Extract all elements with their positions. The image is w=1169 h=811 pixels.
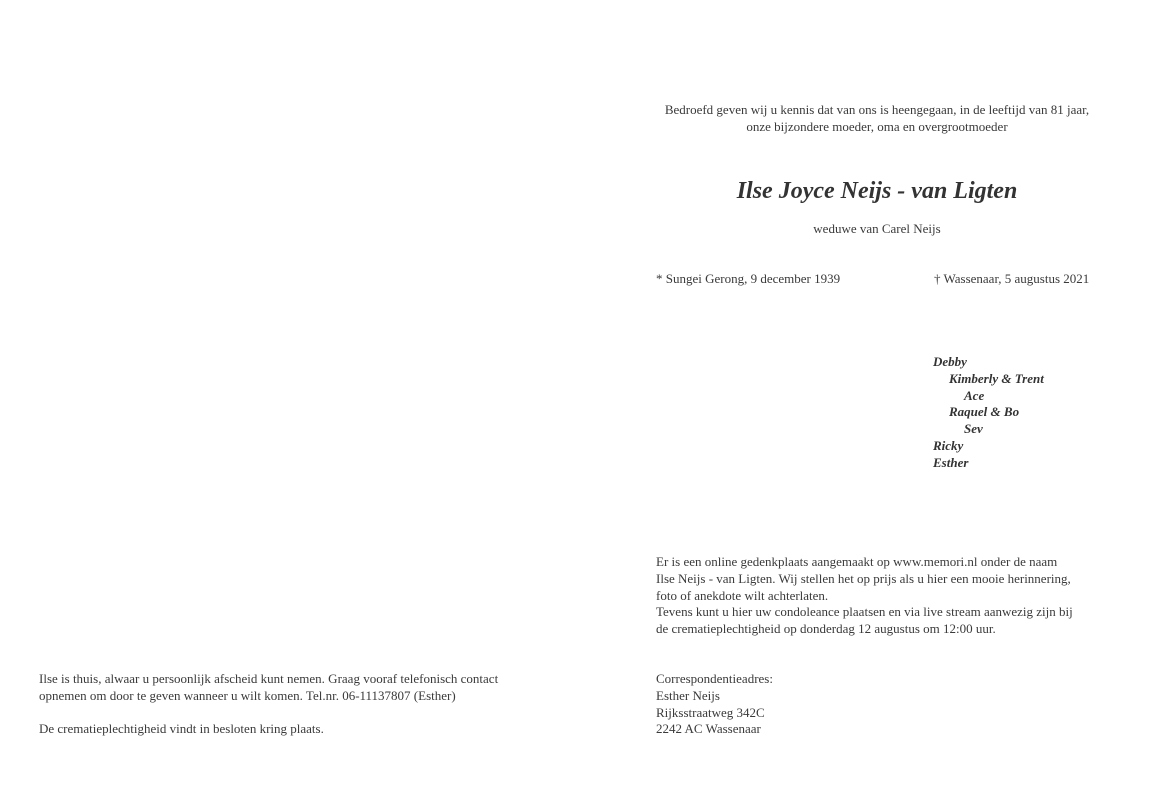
online-memorial-text [656, 554, 1116, 638]
online-line: de crematieplechtigheid op donderdag 12 augustus om 12:00 uur. [656, 621, 996, 637]
correspondence-address [656, 671, 773, 738]
family-member: Debby [933, 354, 967, 369]
home-visit-note [39, 671, 559, 705]
home-note-line: Ilse is thuis, alwaar u persoonlijk afscheid kunt nemen. Graag vooraf telefonisch contact [39, 671, 499, 686]
online-line: Tevens kunt u hier uw condoleance plaatsen en via live stream aanwezig zijn bij [656, 604, 1073, 620]
intro-line: Bedroefd geven wij u kennis dat van ons is heengegaan, in de leeftijd van 81 jaar, [664, 102, 1090, 117]
online-line: Er is een online gedenkplaats aangemaakt op www.memori.nl onder de naam [656, 554, 1058, 569]
announcement-intro [640, 102, 1114, 136]
address-line: 2242 AC Wassenaar [656, 721, 761, 737]
family-member: Sev [964, 421, 983, 437]
family-member: Kimberly & Trent [949, 370, 1044, 386]
address-line: Rijksstraatweg 342C [656, 704, 765, 720]
deceased-name: Ilse Joyce Neijs - van Ligten [736, 178, 1018, 204]
family-list [933, 354, 1044, 472]
intro-line: onze bijzondere moeder, oma en overgrootmoeder [746, 118, 1008, 134]
online-line: foto of anekdote wilt achterlaten. [656, 587, 829, 603]
death-info: † Wassenaar, 5 augustus 2021 [934, 271, 1090, 286]
widow-of-text: weduwe van Carel Neijs [813, 221, 941, 236]
home-note-line: opnemen om door te geven wanneer u wilt komen. Tel.nr. 06-11137807 (Esther) [39, 687, 456, 703]
family-member: Raquel & Bo [949, 404, 1020, 420]
family-member: Esther [933, 454, 969, 470]
address-line: Esther Neijs [656, 687, 720, 703]
cremation-note: De crematieplechtigheid vindt in besloten kring plaats. [39, 721, 324, 736]
family-member: Ricky [933, 437, 964, 453]
family-member: Ace [964, 387, 985, 403]
correspondence-label: Correspondentieadres: [656, 671, 773, 686]
online-line: Ilse Neijs - van Ligten. Wij stellen het op prijs als u hier een mooie herinnering, [656, 570, 1071, 586]
birth-info: * Sungei Gerong, 9 december 1939 [656, 271, 841, 286]
